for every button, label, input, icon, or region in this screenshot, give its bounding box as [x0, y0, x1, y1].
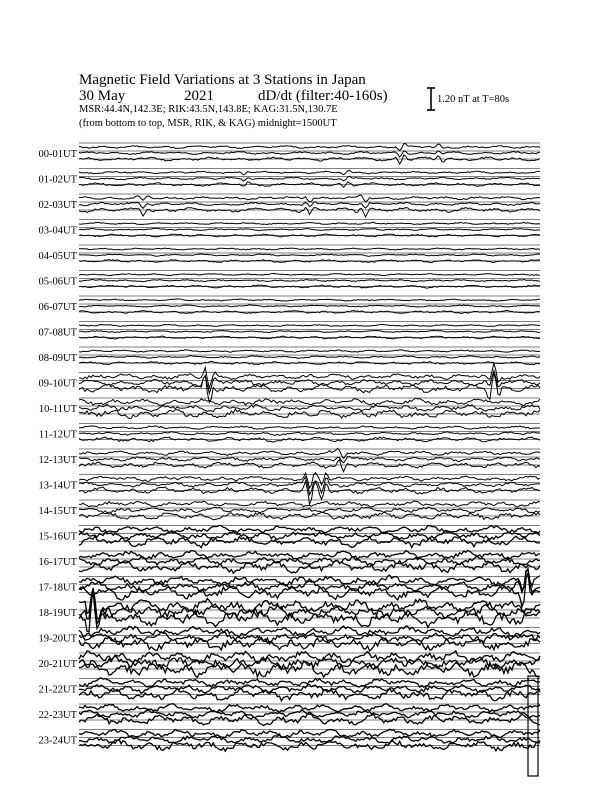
trace-msr	[79, 460, 540, 472]
row-label: 01-02UT	[38, 174, 77, 186]
trace-kag	[79, 324, 540, 326]
station-coordinates: MSR:44.4N,142.3E; RIK:43.5N,143.8E; KAG:31.5N,130.7E	[79, 104, 338, 115]
trace-rik	[79, 432, 540, 436]
trace-kag	[79, 729, 540, 737]
trace-kag	[79, 222, 540, 224]
trace-kag	[79, 248, 540, 250]
row-label: 22-23UT	[38, 710, 77, 721]
trace-kag	[79, 398, 540, 405]
chart-title: Magnetic Field Variations at 3 Stations in Japan	[79, 72, 366, 88]
trace-rik	[79, 176, 540, 181]
trace-msr	[79, 207, 540, 217]
trace-kag	[79, 170, 540, 175]
row-label: 07-08UT	[38, 327, 77, 339]
row-label: 20-21UT	[38, 659, 77, 670]
row-label: 10-11UT	[38, 404, 77, 415]
trace-rik	[79, 331, 540, 333]
trace-rik	[79, 477, 540, 495]
trace-rik	[79, 456, 540, 462]
trace-rik	[79, 356, 540, 358]
row-label: 05-06UT	[38, 276, 77, 288]
trace-msr	[79, 336, 540, 339]
row-label: 09-10UT	[38, 378, 77, 390]
trace-msr	[79, 739, 540, 751]
trace-kag	[79, 144, 540, 151]
trace-rik	[79, 202, 540, 209]
trace-msr	[79, 155, 540, 164]
scale-bar	[427, 88, 435, 110]
trace-rik	[79, 151, 540, 157]
row-label: 18-19UT	[38, 608, 77, 619]
component-filter-label: dD/dt (filter:40-160s)	[258, 88, 388, 104]
trace-rik	[79, 228, 540, 230]
trace-kag	[79, 426, 540, 429]
trace-kag	[79, 569, 540, 590]
row-label: 04-05UT	[38, 251, 77, 262]
row-label: 16-17UT	[38, 557, 77, 568]
row-label: 23-24UT	[38, 735, 77, 747]
date-label: 30 May	[79, 88, 126, 104]
trace-kag	[79, 551, 540, 560]
trace-rik	[79, 305, 540, 307]
trace-kag	[79, 350, 540, 352]
row-label: 08-09UT	[38, 353, 77, 364]
trace-kag	[79, 299, 540, 301]
row-label: 21-22UT	[38, 684, 77, 696]
trace-rik	[79, 404, 540, 411]
row-label: 11-12UT	[38, 429, 77, 441]
row-label: 15-16UT	[38, 531, 77, 543]
trace-rik	[79, 735, 540, 743]
row-label: 19-20UT	[38, 633, 77, 645]
row-label: 12-13UT	[38, 455, 77, 466]
saturation-marker	[528, 676, 538, 776]
row-label: 00-01UT	[38, 149, 77, 160]
trace-rik	[79, 254, 540, 256]
row-label: 02-03UT	[38, 200, 77, 211]
year-label: 2021	[184, 88, 214, 104]
trace-kag	[79, 525, 540, 533]
row-label: 06-07UT	[38, 302, 77, 313]
row-label: 03-04UT	[38, 225, 77, 237]
trace-order-note: (from bottom to top, MSR, RIK, & KAG) midnight=1500UT	[79, 118, 337, 129]
trace-kag	[79, 195, 540, 202]
trace-rik	[79, 280, 540, 282]
trace-kag	[79, 704, 540, 713]
row-label: 17-18UT	[38, 582, 77, 594]
trace-kag	[79, 273, 540, 275]
trace-kag	[79, 678, 540, 687]
row-label: 13-14UT	[38, 480, 77, 492]
row-label: 14-15UT	[38, 506, 77, 517]
scale-label: 1.20 nT at T=80s	[437, 94, 510, 105]
